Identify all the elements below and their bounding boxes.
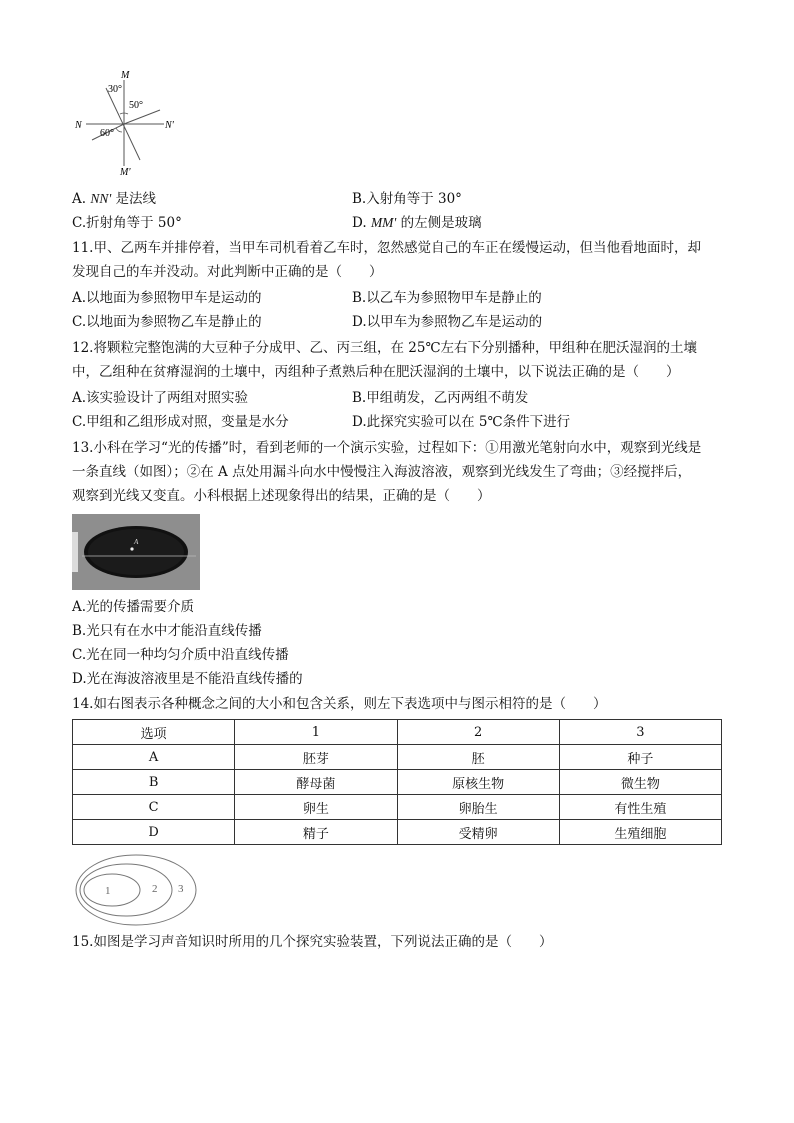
q12-option-b: B.甲组萌发，乙丙两组不萌发 <box>352 390 529 406</box>
table-cell: A <box>73 745 235 770</box>
q10-option-d-text: 的左侧是玻璃 <box>396 215 482 231</box>
q10-option-c: C.折射角等于 50° <box>72 215 182 231</box>
q10-option-a-text: 是法线 <box>111 191 157 207</box>
q10-option-d-symbol: MM' <box>370 215 397 230</box>
angle-30-label: 30° <box>108 84 122 95</box>
table-cell: 微生物 <box>559 770 721 795</box>
q11-option-b: B.以乙车为参照物甲车是静止的 <box>352 290 542 306</box>
q10-option-b: B.入射角等于 30° <box>352 191 462 207</box>
q11-stem-line1: 11.甲、乙两车并排停着，当甲车司机看着乙车时，忽然感觉自己的车正在缓慢运动，但当他看地面时，却 <box>72 240 701 256</box>
label-N: N <box>75 120 82 131</box>
table-cell: 胚 <box>397 745 559 770</box>
q14-stem-line1: 14.如右图表示各种概念之间的大小和包含关系，则左下表选项中与图示相符的是（ ） <box>72 696 607 712</box>
table-cell: 种子 <box>559 745 721 770</box>
q14-options-table <box>72 719 722 845</box>
laser-water-photo <box>72 514 200 590</box>
venn-label-2: 2 <box>152 883 158 895</box>
table-cell: 胚芽 <box>235 745 397 770</box>
table-cell: D <box>73 820 235 845</box>
table-cell: 受精卵 <box>397 820 559 845</box>
q13-option-d: D.光在海波溶液里是不能沿直线传播的 <box>72 671 303 687</box>
q11-option-d: D.以甲车为参照物乙车是运动的 <box>352 314 543 330</box>
table-row <box>73 745 722 770</box>
label-N-prime: N' <box>165 120 174 131</box>
q12-option-c: C.甲组和乙组形成对照，变量是水分 <box>72 414 289 430</box>
q13-stem-line3: 观察到光线又变直。小科根据上述现象得出的结果，正确的是（ ） <box>72 488 491 504</box>
q10-option-d-prefix: D. <box>352 215 371 231</box>
table-cell: 有性生殖 <box>559 795 721 820</box>
table-header-cell: 2 <box>397 720 559 745</box>
q15-stem-line1: 15.如图是学习声音知识时所用的几个探究实验装置，下列说法正确的是（ ） <box>72 934 553 950</box>
q10-option-d <box>352 213 482 233</box>
q13-stem-line2: 一条直线（如图）；②在 A 点处用漏斗向水中慢慢注入海波溶液，观察到光线发生了弯曲；③经搅拌后， <box>72 464 692 480</box>
nested-concept-diagram <box>72 852 202 928</box>
table-header-cell: 3 <box>559 720 721 745</box>
q12-stem-line2: 中，乙组种在贫瘠湿润的土壤中，丙组种子煮熟后种在肥沃湿润的土壤中，以下说法正确的是（ ） <box>72 364 680 380</box>
q12-option-a: A.该实验设计了两组对照实验 <box>72 390 249 406</box>
table-cell: 生殖细胞 <box>559 820 721 845</box>
q10-option-a-prefix: A. <box>72 191 91 207</box>
table-cell: 原核生物 <box>397 770 559 795</box>
q12-stem-line1: 12.将颗粒完整饱满的大豆种子分成甲、乙、丙三组，在 25℃左右下分别播种，甲组种在肥沃湿润的土壤 <box>72 340 698 356</box>
table-cell: 精子 <box>235 820 397 845</box>
laser-water-photo-art <box>72 514 200 590</box>
label-M-prime: M' <box>120 167 131 178</box>
q10-option-a <box>72 189 156 209</box>
table-header-cell: 1 <box>235 720 397 745</box>
q13-option-b: B.光只有在水中才能沿直线传播 <box>72 623 262 639</box>
q11-stem-line2: 发现自己的车并没动。对此判断中正确的是（ ） <box>72 264 383 280</box>
venn-label-3: 3 <box>178 883 184 895</box>
label-M: M <box>121 70 130 81</box>
table-cell: B <box>73 770 235 795</box>
q11-option-c: C.以地面为参照物乙车是静止的 <box>72 314 262 330</box>
venn-label-1: 1 <box>105 885 111 897</box>
photo-point-a-label: A <box>134 538 139 546</box>
q13-option-c: C.光在同一种均匀介质中沿直线传播 <box>72 647 289 663</box>
table-cell: 卵胎生 <box>397 795 559 820</box>
table-row <box>73 770 722 795</box>
q10-option-a-symbol: NN' <box>90 191 112 206</box>
table-row <box>73 795 722 820</box>
angle-60-label: 60° <box>100 128 114 139</box>
table-header-row <box>73 720 722 745</box>
q13-option-a: A.光的传播需要介质 <box>72 599 195 615</box>
refraction-diagram <box>72 68 192 178</box>
q13-stem-line1: 13.小科在学习“光的传播”时，看到老师的一个演示实验，过程如下：①用激光笔射向水中，观察到光线是 <box>72 440 702 456</box>
table-row <box>73 820 722 845</box>
angle-50-label: 50° <box>129 100 143 111</box>
table-cell: C <box>73 795 235 820</box>
table-cell: 酵母菌 <box>235 770 397 795</box>
table-cell: 卵生 <box>235 795 397 820</box>
q12-option-d: D.此探究实验可以在 5℃条件下进行 <box>352 414 571 430</box>
table-header-cell: 选项 <box>73 720 235 745</box>
q11-option-a: A.以地面为参照物甲车是运动的 <box>72 290 262 306</box>
